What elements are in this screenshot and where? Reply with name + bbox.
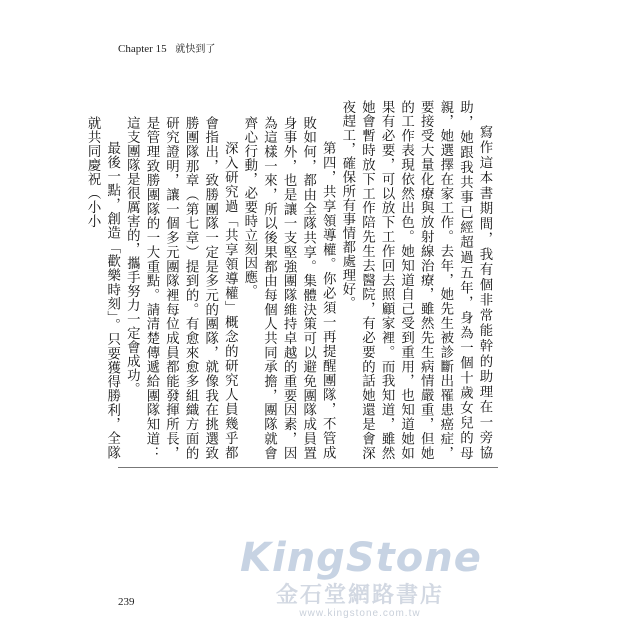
page-number: 239 bbox=[118, 596, 135, 608]
paragraph: 第四，共享領導權。你必須一再提醒團隊，不管成敗如何，都由全隊共享。集體決策可以避免團隊成員置身事外，也是讓一支堅強團隊維持卓越的重要因素，因為這樣一來，所以後果都由每個人共同承擔，團隊就會齊心行動，必要時立刻因應。 bbox=[241, 116, 336, 460]
paragraph: 寫作這本書期間，我有個非常能幹的助理在一旁協助，她跟我共事已經超過五年，身為一個十歲女兒的母親，她選擇在家工作。去年，她先生被診斷出罹患癌症，要接受大量化療與放射線治療，雖然先生病情嚴重，但她的工作表現依然出色。她知道自己受到重用，也知道她如果有必要，可以放下工作回去照顧家裡。而我知道，雖然她會暫時放下工作陪先生去醫院，有必要的話她還是會深夜趕工，確保所有事情都處理好。 bbox=[339, 100, 492, 460]
watermark-url: www.kingstone.com.tw bbox=[299, 608, 421, 619]
chapter-title: 就快到了 bbox=[175, 44, 216, 55]
kingstone-watermark bbox=[240, 536, 480, 619]
watermark-logo: KingStone bbox=[240, 535, 482, 581]
chapter-label: Chapter 15 bbox=[118, 43, 167, 55]
paragraph: 深入研究過「共享領導權」概念的研究人員幾乎都會指出，致勝團隊一定是多元的團隊，就像我在挑選致勝團隊那章（第七章）提到的。有愈來愈多組織方面的研究證明，讓一個多元團隊裡每位成員都能發揮所長，是管理致勝團隊的一大重點。請清楚傳遞給團隊知道：這支團隊是很厲害的，攜手努力一定會成功。 bbox=[124, 116, 238, 460]
bottom-rule bbox=[118, 467, 498, 468]
body-text bbox=[83, 100, 494, 460]
running-head bbox=[118, 40, 215, 55]
paragraph: 最後一點，創造「歡樂時刻」。只要獲得勝利，全隊就共同慶祝（小小 bbox=[85, 116, 120, 460]
watermark-chinese: 金石堂網路書店 bbox=[275, 582, 444, 608]
